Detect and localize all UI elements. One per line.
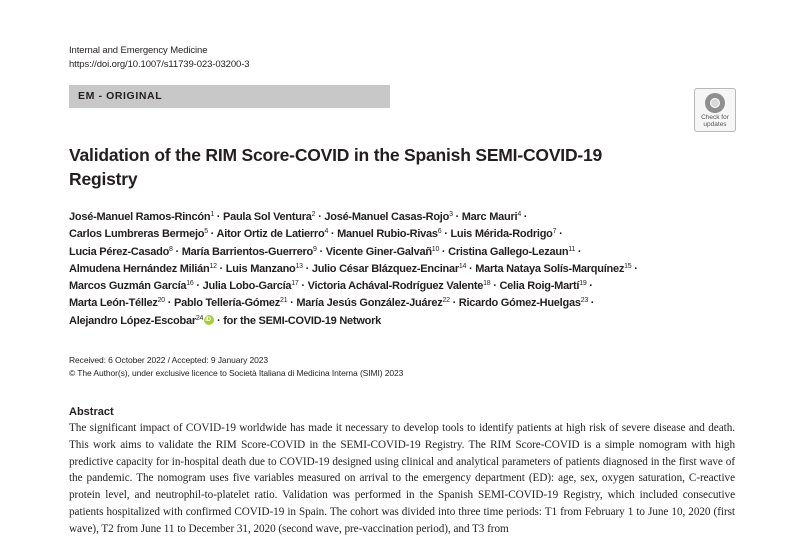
author-name[interactable]: Julia Lobo-García	[202, 280, 292, 293]
author-affiliation: 9	[313, 245, 317, 253]
author-name[interactable]: Manuel Rubio-Rivas	[337, 228, 438, 241]
author-name[interactable]: Celia Roig-Martí	[499, 280, 580, 293]
article-title: Validation of the RIM Score-COVID in the Spanish SEMI-COVID-19 Registry	[69, 145, 603, 189]
author-affiliation: 23	[580, 297, 588, 305]
author-affiliation: 22	[442, 297, 450, 305]
author-name[interactable]: Aitor Ortiz de Latierro	[216, 228, 325, 241]
author-name[interactable]: Cristina Gallego-Lezaun	[448, 245, 569, 258]
author-name[interactable]: José-Manuel Ramos-Rincón	[69, 211, 211, 223]
author-name[interactable]: Marcos Guzmán García	[69, 280, 187, 293]
author-name[interactable]: Carlos Lumbreras Bermejo	[69, 228, 205, 241]
copyright-line: © The Author(s), under exclusive licence to Società Italiana di Medicina Interna (SIMI) 2023	[69, 368, 404, 378]
author-name[interactable]: Marta Nataya Solís-Marquínez	[475, 262, 625, 275]
author-name[interactable]: Lucia Pérez-Casado	[69, 245, 170, 258]
received-accepted: Received: 6 October 2022 / Accepted: 9 January 2023	[69, 355, 269, 365]
author-name[interactable]: Marc Mauri	[461, 211, 518, 223]
section-bar	[69, 85, 390, 108]
abstract-text: The significant impact of COVID-19 worldwide has made it necessary to develop tools to identify patients at high risk of severe disease and death. This work aims to validate the RIM Score-COVID in the SEMI-COVID-19 Registry. The RIM Score-COVID is a simple nomogram with high predictive capacity for in-hospital death due to COVID-19 designed using clinical and analytical parameters of patients diagnosed in the first wave of the pandemic. The nomogram uses five variables measured on arrival to the emergency department (ED): age, sex, oxygen saturation, C-reactive protein level, and neutrophil-to-platelet ratio. Validation was performed in the Spanish SEMI-COVID-19 Registry, which included consecutive patients hospitalized with confirmed COVID-19 in Spain. The cohort was divided into three time periods: T1 from February 1 to June 10, 2020 (first wave), T2 from June 11 to December 31, 2020 (second wave, pre-vaccination period), and T3 from	[69, 422, 735, 535]
author-name[interactable]: María Jesús González-Juárez	[296, 297, 443, 310]
author-affiliation: 5	[204, 228, 208, 236]
author-affiliation: 11	[568, 245, 576, 253]
author-affiliation: 18	[483, 280, 491, 288]
author-affiliation: 21	[280, 297, 288, 305]
check-for-updates-button[interactable]	[694, 88, 736, 132]
author-affiliation: 17	[291, 280, 299, 288]
abstract-heading: Abstract	[69, 406, 114, 418]
author-affiliation: 1	[210, 211, 214, 218]
author-name[interactable]: José-Manuel Casas-Rojo	[324, 211, 450, 223]
author-name[interactable]: Luis Mérida-Rodrigo	[450, 228, 553, 241]
author-affiliation: 4	[517, 211, 521, 218]
author-name[interactable]: Almudena Hernández Milián	[69, 262, 210, 275]
orcid-icon[interactable]	[204, 315, 214, 325]
author-name[interactable]: Julio César Blázquez-Encinar	[311, 262, 459, 275]
author-name[interactable]: Pablo Tellería-Gómez	[173, 297, 281, 310]
author-affiliation: 13	[295, 262, 303, 270]
author-affiliation: 12	[209, 262, 217, 270]
author-affiliation: 19	[579, 280, 587, 288]
author-name[interactable]: Marta León-Téllez	[69, 297, 158, 310]
author-affiliation: 10	[431, 245, 440, 253]
author-affiliation: 24	[195, 314, 204, 322]
author-name[interactable]: Ricardo Gómez-Huelgas	[458, 297, 581, 310]
network-credit: for the SEMI-COVID-19 Network	[223, 314, 381, 327]
author-affiliation: 14	[458, 262, 467, 270]
article-dates	[69, 354, 403, 380]
check-updates-label: Check for updates	[701, 114, 729, 128]
author-name[interactable]: Victoria Achával-Rodríguez Valente	[307, 280, 484, 293]
author-name[interactable]: Paula Sol Ventura	[223, 211, 312, 223]
author-affiliation: 7	[552, 228, 557, 236]
author-affiliation: 3	[449, 211, 453, 218]
doi-link[interactable]: https://doi.org/10.1007/s11739-023-03200-3	[69, 59, 250, 70]
author-affiliation: 8	[169, 245, 173, 253]
check-updates-icon	[705, 93, 725, 113]
author-affiliation: 20	[157, 297, 165, 305]
author-affiliation: 6	[437, 228, 442, 236]
author-name[interactable]: Luis Manzano	[225, 262, 296, 275]
author-affiliation: 16	[186, 280, 194, 288]
section-label: EM - ORIGINAL	[78, 90, 163, 102]
author-affiliation: 4	[324, 228, 329, 236]
author-list: José-Manuel Ramos-Rincón$^1$ · Paula Sol Ventura$^2$ · José-Manuel Casas-Rojo$^3$ · Marc Mauri$^4$ · Carlos Lumbreras Bermejo$^5$ · Aitor Ortiz de Latierro$^4$ · Manuel Rubio-Rivas$^6$ · Luis Mérida-Rodrigo$^7$ · Lucia Pérez-Casado$^8$ · María Barrientos-Guerrero$^9$ · Vicente Giner-Galvañ$^{10}$ · Cristina Gallego-Lezaun$^{11}$ · Almudena Hernández Milián$^{12}$ · Luis Manzano$^{13}$ · Julio César Blázquez-Encinar$^{14}$ · Marta Nataya Solís-Marquínez$^{15}$ · Marcos Guzmán García$^{16}$ · Julia Lobo-García$^{17}$ · Victoria Achával-Rodríguez Valente$^{18}$ · Celia Roig-Martí$^{19}$ · Marta León-Téllez$^{20}$ · Pablo Tellería-Gómez$^{21}$ · María Jesús González-Juárez$^{22}$ · Ricardo Gómez-Huelgas$^{23}$ · Alejandro López-Escobar$^{24}$iD · for the SEMI-COVID-19 Network	[69, 209, 759, 330]
author-name[interactable]: Alejandro López-Escobar	[69, 314, 196, 327]
journal-header	[69, 44, 250, 72]
author-affiliation: 2	[311, 211, 316, 218]
author-name[interactable]: Vicente Giner-Galvañ	[325, 245, 432, 258]
author-name[interactable]: María Barrientos-Guerrero	[181, 245, 314, 258]
journal-name: Internal and Emergency Medicine	[69, 45, 208, 56]
author-affiliation: 15	[624, 262, 632, 270]
